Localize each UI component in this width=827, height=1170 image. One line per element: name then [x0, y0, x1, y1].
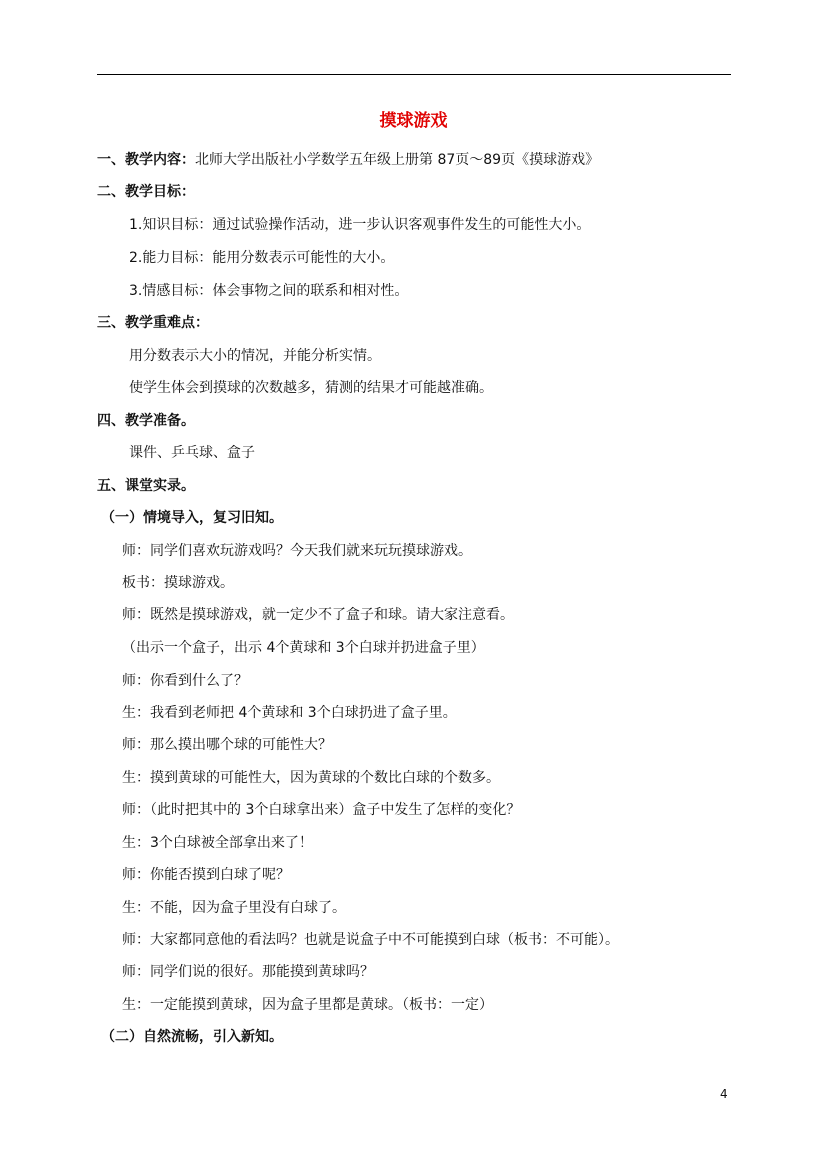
dialogue-line: 师：同学们说的很好。那能摸到黄球吗？: [122, 964, 374, 980]
section-4-heading: 四、教学准备。: [97, 413, 195, 429]
dialogue-line: 师：那么摸出哪个球的可能性大？: [122, 737, 332, 753]
dialogue-line: 师：大家都同意他的看法吗？也就是说盒子中不可能摸到白球（板书：不可能）。: [122, 932, 619, 948]
section-1-text: 北师大学出版社小学数学五年级上册第 87页～89页《摸球游戏》: [195, 152, 600, 168]
dialogue-line: （出示一个盒子，出示 4个黄球和 3个白球并扔进盒子里）: [122, 640, 485, 656]
document-title: 摸球游戏: [379, 111, 448, 131]
dialogue-line: 生：摸到黄球的可能性大，因为黄球的个数比白球的个数多。: [122, 770, 500, 786]
dialogue-line: 师：你能否摸到白球了呢？: [122, 867, 290, 883]
section-5-heading: 五、课堂实录。: [97, 478, 195, 494]
dialogue-line: 生：不能，因为盒子里没有白球了。: [122, 900, 346, 916]
key-point-item: 使学生体会到摸球的次数越多，猜测的结果才可能越准确。: [129, 380, 493, 396]
section-1: [97, 150, 599, 170]
page-number: 4: [720, 1087, 728, 1101]
objective-item: 1.知识目标：通过试验操作活动，进一步认识客观事件发生的可能性大小。: [129, 217, 591, 233]
objective-item: 2.能力目标：能用分数表示可能性的大小。: [129, 250, 395, 266]
objective-item: 3.情感目标：体会事物之间的联系和相对性。: [129, 283, 409, 299]
subsection-1-heading: （一）情境导入，复习旧知。: [101, 510, 283, 526]
section-1-heading: 一、教学内容：: [97, 152, 195, 168]
section-3-heading: 三、教学重难点：: [97, 315, 209, 331]
header-rule: [97, 74, 731, 75]
materials-text: 课件、乒乓球、盒子: [129, 445, 255, 461]
key-point-item: 用分数表示大小的情况，并能分析实情。: [129, 348, 381, 364]
dialogue-line: 生：3个白球被全部拿出来了！: [122, 835, 313, 851]
dialogue-line: 板书：摸球游戏。: [122, 575, 234, 591]
section-2-heading: 二、教学目标：: [97, 184, 195, 200]
dialogue-line: 生：我看到老师把 4个黄球和 3个白球扔进了盒子里。: [122, 705, 457, 721]
dialogue-line: 师：既然是摸球游戏，就一定少不了盒子和球。请大家注意看。: [122, 607, 514, 623]
dialogue-line: 师：你看到什么了？: [122, 673, 248, 689]
subsection-2-heading: （二）自然流畅，引入新知。: [101, 1029, 283, 1045]
dialogue-line: 生：一定能摸到黄球，因为盒子里都是黄球。（板书：一定）: [122, 997, 493, 1013]
dialogue-line: 师：（此时把其中的 3个白球拿出来）盒子中发生了怎样的变化？: [122, 802, 521, 818]
dialogue-line: 师：同学们喜欢玩游戏吗？今天我们就来玩玩摸球游戏。: [122, 543, 472, 559]
